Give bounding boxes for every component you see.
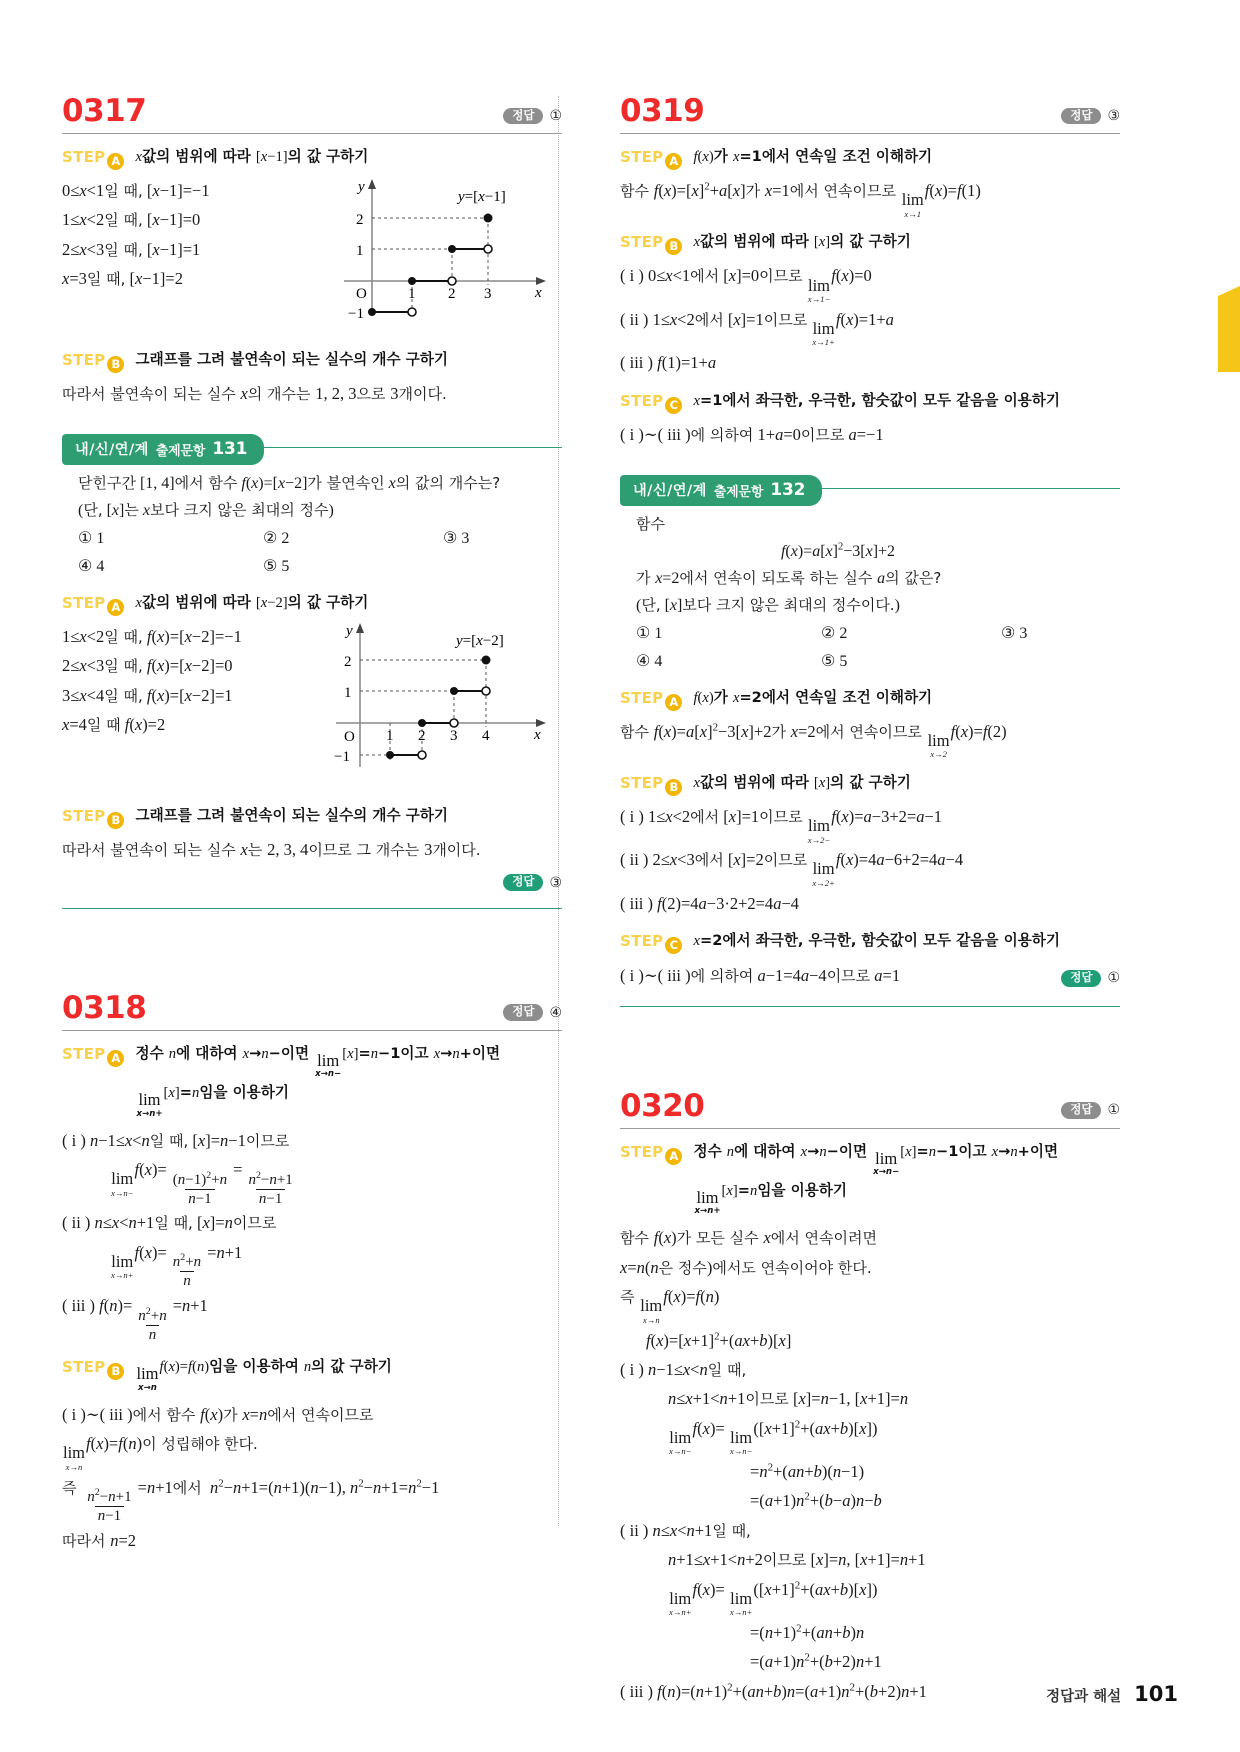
line-5: ( i ) n−1≤x<n일 때, (620, 1359, 747, 1379)
step-badge: C (665, 937, 682, 954)
answer-pill-label: 정답 (503, 108, 543, 125)
section-end-rule (620, 1006, 1120, 1007)
problem-number: 0317 (62, 93, 147, 129)
svg-text:O: O (356, 286, 367, 302)
b-item-ii: ( ii ) 1≤x<2에서 [x]=1이므로 lim x→1+ f(x)=1+a (620, 309, 894, 348)
line-15: ( iii ) $f(n)=(n+1)^2+(an+b)n=(a+1)n^2+(b+2)n+1$ (620, 1681, 927, 1701)
step-a-text: 정수 n에 대하여 x→n−이면 lim x→n− [x]=n−1이고 x→n+이면 lim x→n+ [x]=n임을 이용하기 (693, 1142, 1059, 1217)
step-a-text: f(x)가 x=2에서 연속일 조건 이해하기 (693, 688, 933, 706)
answer-choice: ③ (549, 874, 562, 891)
header-rule (62, 1030, 562, 1031)
math-line: 1≤x<2일 때, [x−1]=0 (62, 210, 201, 230)
header-rule (620, 133, 1120, 134)
problem-0319 (620, 93, 1120, 449)
problem-0318-header (62, 989, 562, 1026)
answer-badge (1061, 108, 1120, 125)
header-rule (62, 133, 562, 134)
line-11: n+1≤x+1<n+2이므로 [x]=n, [x+1]=n+1 (668, 1550, 926, 1570)
naesin-132-step-b (620, 772, 1120, 796)
choice-4[interactable]: ④ 4 (78, 558, 105, 576)
step-c (620, 390, 1120, 414)
graph-y-equals-floor-x-minus-1 (330, 171, 555, 326)
b-item-iii: ( iii ) f(1)=1+a (620, 353, 717, 373)
naesin-132-answer (1061, 970, 1120, 987)
page-footer (1046, 1682, 1178, 1706)
step-badge: A (665, 1148, 682, 1165)
formula-line: $f(x)=a[x]^2-3[x]+2$ (780, 541, 896, 560)
step-badge: B (665, 238, 682, 255)
problem-0320 (620, 1087, 1120, 1707)
problem-number: 0320 (620, 1087, 705, 1124)
item-ii: ( ii ) n≤x<n+1일 때, [x]=n이므로 (62, 1213, 277, 1233)
svg-text:1: 1 (408, 286, 416, 302)
answer-choice: ④ (549, 1004, 562, 1021)
choice-3[interactable]: ③ 3 (443, 530, 470, 548)
answer-badge (503, 108, 562, 125)
b-line-3: 즉 $\frac{n^2-n+1}{n-1}$ =n+1에서 $n^2-n+1=(n+1)(n-1)$, $n^2-n+1=n^2-1$ (62, 1477, 440, 1525)
item-iii: ( iii ) f(n)= $\frac{n^2+n}{n}$ =n+1 (62, 1296, 208, 1343)
naesin-box-132 (620, 475, 1120, 1007)
choices-row-1 (636, 621, 1120, 647)
answer-pill-label: 정답 (503, 1004, 543, 1021)
header-rule (620, 1128, 1120, 1129)
answer-badge (1061, 1102, 1120, 1119)
line-9: $=(a+1)n^2+(b-a)n-b$ (750, 1490, 882, 1511)
choice-4[interactable]: ④ 4 (636, 652, 663, 670)
svg-text:1: 1 (356, 243, 364, 259)
step-label: STEP A (620, 1141, 682, 1165)
question-text: 가 x=2에서 연속이 되도록 하는 실수 a의 값은? (636, 568, 942, 587)
footer-label: 정답과 해설 (1046, 1689, 1122, 1705)
step-label: STEP A (62, 146, 124, 170)
line-10: ( ii ) n≤x<n+1일 때, (620, 1520, 751, 1540)
step-label: STEP B (62, 1356, 124, 1380)
naesin-132-step-c (620, 930, 1120, 954)
naesin-131-step-a (62, 592, 562, 616)
step-b-text: x값의 범위에 따라 [x]의 값 구하기 (693, 233, 911, 251)
problem-0317-header (62, 93, 562, 129)
svg-text:y: y (358, 179, 365, 195)
svg-text:2: 2 (448, 286, 456, 302)
b-line-2: lim x→n f(x)=f(n)이 성립해야 한다. (63, 1434, 258, 1472)
choices-row-2 (636, 649, 1120, 675)
svg-text:2: 2 (418, 728, 426, 744)
step-badge: B (107, 812, 124, 829)
naesin-132-bar (620, 475, 1120, 504)
answer-pill-label: 정답 (1061, 1102, 1101, 1119)
line-14: $=(a+1)n^2+(b+2)n+1$ (750, 1651, 882, 1672)
choice-2[interactable]: ② 2 (263, 530, 290, 548)
item-ii-formula: lim x→n+ f(x)= $\frac{n^2+n}{n}$ =n+1 (111, 1242, 243, 1290)
step-label: STEP A (620, 146, 682, 170)
b-line-1: ( i )∼( iii )에서 함수 f(x)가 x=n에서 연속이므로 (62, 1404, 374, 1424)
line-3: 즉 lim x→n f(x)=f(n) (620, 1287, 720, 1325)
svg-text:y=[x−2]: y=[x−2] (456, 633, 504, 649)
naesin-box-131 (62, 434, 562, 909)
answer-pill-label: 정답 (503, 874, 543, 891)
choice-5[interactable]: ⑤ 5 (263, 558, 290, 576)
step-b-text: 그래프를 그려 불연속이 되는 실수의 개수 구하기 (135, 351, 448, 368)
svg-text:x: x (535, 285, 542, 301)
naesin-sub: 출제문항 (713, 484, 764, 500)
step-a (62, 1043, 562, 1120)
problem-0320-header (620, 1087, 1120, 1124)
line-4: $f(x)=[x+1]^2+(ax+b)[x]$ (646, 1330, 792, 1350)
step-a (62, 146, 562, 170)
step-label: STEP A (62, 592, 124, 616)
answer-badge (503, 1004, 562, 1021)
step-b-text: x값의 범위에 따라 [x]의 값 구하기 (693, 773, 911, 791)
naesin-132-tab (620, 475, 822, 506)
step-b (62, 349, 562, 373)
naesin-sub: 출제문항 (155, 443, 206, 459)
problem-number: 0319 (620, 93, 705, 129)
step-a-text: f(x)가 x=1에서 연속일 조건 이해하기 (693, 148, 933, 165)
step-badge: B (665, 779, 682, 796)
line-7: lim x→n− f(x)= lim x→n− $([x+1]^2+(ax+b)[x])$ (669, 1418, 878, 1457)
step-b (62, 1356, 562, 1393)
item-i: ( i ) n−1≤x<n일 때, [x]=n−1이므로 (62, 1130, 290, 1150)
step-label: STEP B (62, 805, 124, 829)
svg-text:y=[x−1]: y=[x−1] (458, 189, 506, 205)
step-badge: B (107, 1363, 124, 1380)
step-label: STEP B (620, 772, 682, 796)
step-badge: C (665, 397, 682, 414)
svg-text:1: 1 (344, 685, 352, 701)
naesin-131-bar (62, 434, 562, 463)
a-line: 함수 $f(x)=a[x]^2-3[x]+2$가 x=2에서 연속이므로 lim x→2 f(x)=f(2) (620, 721, 1007, 760)
b-item-i: ( i ) 1≤x<2에서 [x]=1이므로 lim x→2− f(x)=a−3+2=a−1 (620, 806, 942, 845)
math-line: 0≤x<1일 때, [x−1]=−1 (62, 181, 210, 200)
choice-2[interactable]: ② 2 (821, 624, 848, 642)
question-note: (단, [x]는 x보다 크지 않은 최대의 정수) (78, 501, 334, 520)
svg-text:1: 1 (386, 728, 394, 744)
math-line: 1≤x<2일 때, f(x)=[x−2]=−1 (62, 627, 242, 646)
svg-text:3: 3 (450, 728, 458, 744)
svg-text:4: 4 (482, 728, 490, 744)
line-2: x=n(n은 정수)에서도 연속이어야 한다. (620, 1257, 872, 1277)
step-badge: A (665, 153, 682, 170)
line-6: n≤x+1<n+1이므로 [x]=n−1, [x+1]=n (668, 1389, 909, 1409)
step-a-text: x값의 범위에 따라 [x−1]의 값 구하기 (135, 148, 369, 165)
step-label: STEP A (62, 1043, 124, 1067)
naesin-tag: 내/신/연/계 (75, 442, 149, 459)
c-line: ( i )∼( iii )에 의하여 a−1=4a−4이므로 a=1 (620, 966, 901, 986)
step-a-text: x값의 범위에 따라 [x−2]의 값 구하기 (135, 594, 369, 611)
step-b-text: 그래프를 그려 불연속이 되는 실수의 개수 구하기 (135, 807, 448, 824)
svg-text:y: y (346, 623, 353, 639)
step-a-text: 정수 n에 대하여 x→n−이면 lim x→n− [x]=n−1이고 x→n+이면 lim x→n+ [x]=n임을 이용하기 (135, 1044, 501, 1119)
page-side-tab (1218, 286, 1240, 372)
step-label: STEP C (620, 390, 682, 414)
problem-0317 (62, 93, 562, 408)
svg-text:x: x (534, 727, 541, 743)
naesin-tag: 내/신/연/계 (633, 483, 707, 500)
naesin-number: 131 (212, 439, 248, 460)
step-c-text: x=1에서 좌극한, 우극한, 함숫값이 모두 같음을 이용하기 (693, 391, 1060, 409)
answer-choice: ① (1107, 1102, 1120, 1119)
svg-text:3: 3 (484, 286, 492, 302)
step-b-text: lim x→n f(x)=f(n)임을 이용하여 n의 값 구하기 (136, 1358, 392, 1393)
line-1: 함수 f(x)가 모든 실수 x에서 연속이려면 (620, 1228, 877, 1248)
svg-text:−1: −1 (334, 749, 350, 765)
math-line: x=3일 때, [x−1]=2 (62, 269, 183, 289)
naesin-131-body (62, 463, 562, 580)
step-label: STEP B (620, 231, 682, 255)
svg-text:2: 2 (344, 654, 352, 670)
b-item-iii: ( iii ) f(2)=4a−3·2+2=4a−4 (620, 893, 799, 913)
b-line-4: 따라서 n=2 (62, 1530, 137, 1550)
choice-1[interactable]: ① 1 (78, 530, 105, 548)
step-badge: A (107, 153, 124, 170)
choice-3[interactable]: ③ 3 (1001, 624, 1028, 642)
naesin-131-step-b (62, 805, 562, 829)
naesin-number: 132 (770, 480, 806, 501)
step-badge: B (107, 356, 124, 373)
step-a (620, 146, 1120, 170)
step-label: STEP B (62, 349, 124, 373)
choices-row-2 (78, 554, 562, 580)
answer-choice: ③ (1107, 107, 1120, 124)
b-item-ii: ( ii ) 2≤x<3에서 [x]=2이므로 lim x→2+ f(x)=4a−6+2=4a−4 (620, 850, 964, 888)
svg-text:O: O (344, 729, 355, 745)
b-item-i: ( i ) 0≤x<1에서 [x]=0이므로 lim x→1− f(x)=0 (620, 266, 872, 304)
answer-choice: ① (549, 107, 562, 124)
math-line: 3≤x<4일 때, f(x)=[x−2]=1 (62, 685, 233, 705)
step-c-text: x=2에서 좌극한, 우극한, 함숫값이 모두 같음을 이용하기 (693, 932, 1060, 950)
section-end-rule (62, 908, 562, 909)
naesin-131-answer (62, 874, 562, 894)
choice-5[interactable]: ⑤ 5 (821, 652, 848, 670)
graph-y-equals-floor-x-minus-2 (324, 615, 559, 785)
problem-0318 (62, 989, 562, 1555)
step-label: STEP A (620, 687, 682, 711)
c-line: ( i )∼( iii )에 의하여 1+a=0이므로 a=−1 (620, 424, 884, 444)
naesin-131-tab (62, 434, 264, 465)
step-badge: A (107, 599, 124, 616)
step-badge: A (665, 694, 682, 711)
step-label: STEP C (620, 930, 682, 954)
naesin-132-conclusion-row (620, 961, 1120, 991)
question-note: (단, [x]보다 크지 않은 최대의 정수이다.) (636, 595, 900, 614)
footer-page-number: 101 (1134, 1682, 1178, 1706)
answer-pill-label: 정답 (1061, 108, 1101, 125)
svg-text:−1: −1 (348, 306, 364, 321)
step-a (620, 1141, 1120, 1218)
left-column (62, 93, 562, 1616)
line-12: lim x→n+ f(x)= lim x→n+ $([x+1]^2+(ax+b)[x])$ (669, 1579, 878, 1618)
answer-choice: ① (1107, 970, 1120, 987)
naesin-132-step-a (620, 687, 1120, 711)
choice-1[interactable]: ① 1 (636, 624, 663, 642)
answer-pill-label: 정답 (1061, 970, 1101, 987)
choices-row-1 (78, 526, 562, 552)
intro-text: 함수 (636, 515, 665, 534)
problem-number: 0318 (62, 989, 147, 1026)
line-8: $=n^2+(an+b)(n-1)$ (750, 1461, 865, 1482)
a-line: 함수 $f(x)=[x]^2+a[x]$가 x=1에서 연속이므로 lim x→1 f(x)=f(1) (620, 180, 981, 219)
conclusion-line: 따라서 불연속이 되는 실수 x의 개수는 1, 2, 3으로 3개이다. (62, 384, 447, 403)
step-b (620, 231, 1120, 255)
naesin-132-body (620, 504, 1120, 674)
step-badge: A (107, 1050, 124, 1067)
question-text: 닫힌구간 [1, 4]에서 함수 f(x)=[x−2]가 불연속인 x의 값의 개수는? (78, 474, 501, 493)
problem-0319-header (620, 93, 1120, 129)
math-line: 2≤x<3일 때, f(x)=[x−2]=0 (62, 656, 233, 676)
math-line: x=4일 때 f(x)=2 (62, 715, 166, 735)
item-i-formula: lim x→n− f(x)= $\frac{(n-1)^2+n}{n-1}$ = $\frac{n^2-n+1}{n-1}$ (111, 1160, 293, 1207)
svg-text:2: 2 (356, 212, 364, 228)
math-line: 2≤x<3일 때, [x−1]=1 (62, 239, 201, 259)
conclusion-line: 따라서 불연속이 되는 실수 x는 2, 3, 4이므로 그 개수는 3개이다. (62, 840, 481, 859)
line-13: $=(n+1)^2+(an+b)n$ (750, 1622, 865, 1643)
